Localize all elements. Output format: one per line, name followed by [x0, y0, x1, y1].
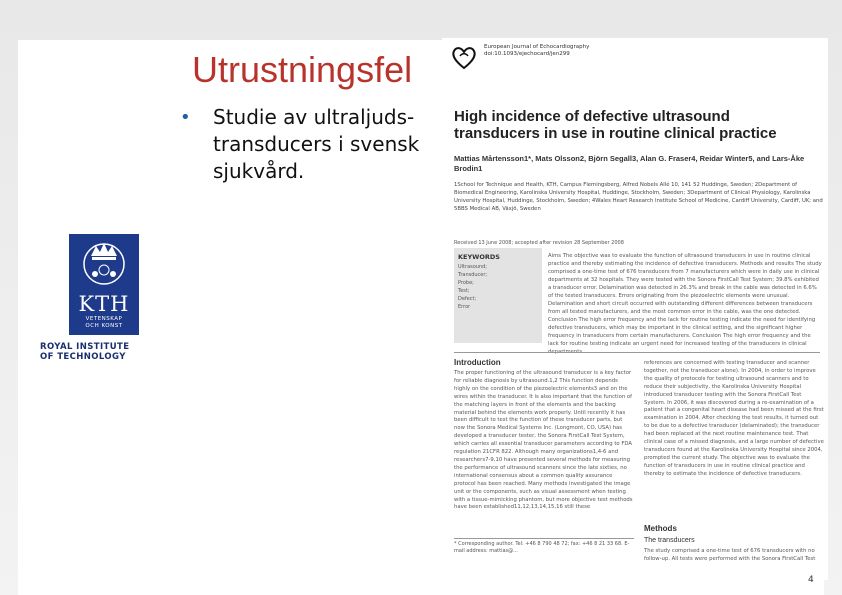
paper-received: Received 13 June 2008; accepted after revision 28 September 2008: [454, 240, 624, 246]
kth-motto-2: OCH KONST: [85, 323, 123, 329]
keyword: Ultrasound;: [458, 264, 487, 270]
slide-title: Utrustningsfel: [192, 49, 413, 90]
kth-logo: [40, 234, 140, 364]
keyword: Error: [458, 304, 471, 310]
paper-footnote: * Corresponding author. Tel: +46 8 790 48 72; fax: +46 8 21 33 68. E-mail address: mattias@...: [454, 538, 634, 555]
methods-text: The study comprised a one-time test of 676 transducers with no follow-up. All tests were performed with the Sonora FirstCall Test: [644, 548, 816, 562]
paper-affiliations: 1School for Technique and Health, KTH, Campus Flemingsberg, Alfred Nobels Allé 10, 141 52 Huddinge, Sweden; 2Department of Biomedical Engineering, Karolinska University Hospital, Huddinge, Stockholm, Sweden; 3Department of Clinical Physiology, Karolinska University Hospital, Huddinge, Stockholm, Sweden; 4Wales Heart Research Institute School of Medicine, Cardiff University, Cardiff, UK; and 5BBS Medical AB, Växjö, Sweden: [454, 182, 823, 212]
paper-abstract: Aims The objective was to evaluate the function of ultrasound transducers in use in routine clinical practice and thereby estimating the incidence of defective transducers. Methods and results The study comprised a one-time test of 676 transducers from 7 manufacturers which were in daily use in clinical departments at 32 hospitals. They were tested with the Sonora FirstCall Test System; 39.8% exhibited a transducer error. Delamination was detected in 26.3% and break in the cable was detected in 6.6% of the tested transducers. Errors originating from the piezoelectric elements were unusual. Delamination and short circuit occurred with outstanding different differences between transducers from all tested manufacturers, and the most common error in the cable, was the one detected. Conclusion The high error frequency and the lack for routine testing indicate the need for identifying defective transducers, which may be important in the clinical setting, and the significant higher frequency in transducers from certain manufacturers. Conclusion The high error frequency and the lack for routine testing indicate an urgent need for increased testing of the transducers in clinical: [548, 253, 822, 347]
bullet-dot-icon: •: [180, 107, 191, 128]
heart-journal-icon: [450, 44, 478, 70]
keyword: Defect;: [458, 296, 477, 302]
intro-left-column: The proper functioning of the ultrasound transducer is a key factor for reliable diagnosis by ultrasound.1,2 This function depends highly on the condition of the piezoelectric elements3 and on the wires within the transducer. It is also important that the function of the matching layers in front of the elements and the backing material behind the elements work properly. Until recently it has been difficult to test the function of these transducer parts, but now the Sonora Medical Systems Inc. (Longmont, CO, USA) has developed a transducer tester, the Sonora FirstCall Test System, which carries all essential transducer parameters according to FDA regulation 21CFR 822. Although many organizations1,4-6 and researchers7-9,10 have presented several methods for measuring the performance of ultrasound scanners since the late sixties, no international consensus about a common quality assurance protocol has been reached. Many methods investigated the image unit or the components, such as visual assessment when testing with a tissue-mimicking phantom, but more objective test methods have been established11,12,13,14,15,16 still these: [454, 370, 633, 511]
divider: [454, 352, 820, 353]
keywords-title: KEYWORDS: [458, 253, 500, 261]
kth-motto-1: VETENSKAP: [85, 316, 123, 322]
paper-image: [442, 38, 828, 580]
bullet-text: Studie av ultraljuds-transducers i svensk sjukvård.: [213, 105, 420, 183]
keywords-list: [458, 263, 487, 311]
intro-heading: Introduction: [454, 358, 501, 367]
bullet-list: [180, 104, 440, 185]
keyword: Probe;: [458, 280, 474, 286]
keywords-box: [454, 248, 542, 343]
methods-heading: Methods: [644, 524, 677, 533]
kth-letters: KTH: [78, 292, 130, 316]
paper-authors: Mattias Mårtensson1*, Mats Olsson2, Björn Segall3, Alan G. Fraser4, Reidar Winter5, and Lars-Åke Brodin1: [454, 154, 805, 173]
paper-title: High incidence of defective ultrasound transducers in use in routine clinical practice: [454, 108, 777, 142]
page-number: 4: [808, 575, 814, 585]
intro-right-column: references are concerned with testing transducer and scanner together, not the transducer alone). In 2004, in order to improve the quality of protocols for testing ultrasound scanners and to reduce their subjectivity, the Karolinska University Hospital introduced transducer testing with the Sonora FirstCall Test System. In 2006, it was discovered during a re-examination of a patient that a congenital heart disease had been missed at the first examination in 2004. After checking the test results, it turned out to be due to a defective transducer (delaminated); the transducer had been replaced at the next routine maintenance test. That clinical case of a missed diagnosis, and a large number of defective transducers found at the Karolinska University Hospital since 2004, prompted the current study. The objective was to evaluate the function of transducers in use in routine clinical practice and thereby to estimate the incidence of defective transducers.: [644, 360, 824, 477]
logo-caption-1: ROYAL INSTITUTE: [40, 342, 130, 352]
keyword: Test;: [458, 288, 470, 294]
keyword: Transducer;: [458, 272, 488, 278]
logo-caption-2: OF TECHNOLOGY: [40, 352, 126, 362]
transducers-heading: The transducers: [644, 537, 695, 544]
crown-icon: [69, 234, 139, 294]
journal-header: European Journal of Echocardiography doi:10.1093/ejechocard/jen299: [484, 44, 590, 57]
